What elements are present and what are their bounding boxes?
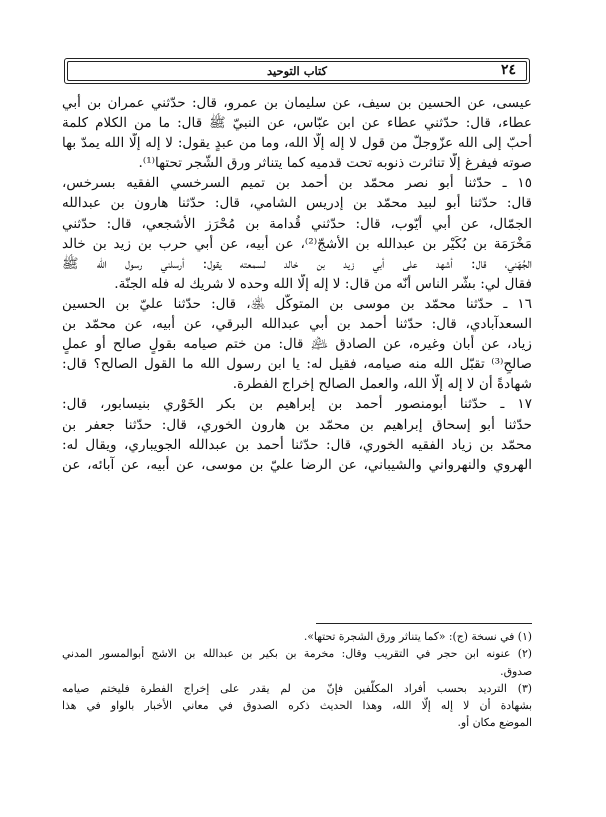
text-line: محمّد بن زياد الفقيه الخوري، قال: حدّثنا أحمد بن عبدالله الجويباري، ويقال له: bbox=[62, 436, 532, 453]
book-title: كتاب التوحيد bbox=[266, 64, 327, 78]
text-line: عطاء، قال: حدّثني عطاء عن ابن عبّاس، عن النبيّ ﷺ قال: ما من الكلام كلمة bbox=[62, 115, 532, 132]
footnote-3-end: الموضع مكان أو. bbox=[457, 716, 532, 730]
text-line: أحبّ إلى الله عزّوجلّ من قول لا إله إلّا الله، وما من عبدٍ يقول: لا إله إلّا الله يمدّ بها bbox=[62, 135, 532, 152]
text-line: الجمّال، عن أبي أيّوب، قال: حدّثني قُدامة بن مُحْرَز الأشجعي، قال: حدّثني bbox=[62, 215, 532, 232]
page-number: ٢٤ bbox=[500, 62, 516, 78]
hadith-16-start: ١٦ ـ حدّثنا محمّد بن موسى بن المتوكّل ﵁، قال: حدّثنا عليّ بن الحسين bbox=[62, 295, 532, 312]
footnote-3: (٣) الترديد بحسب أفراد المكلّفين فإنّ من لم يقدر على إخراج الفطرة فليختم صيامه bbox=[62, 681, 532, 695]
text-line: حدّثنا أبو إسحاق إبراهيم بن محمّد بن هارون الخوري، قال: حدّثنا جعفر بن bbox=[62, 416, 532, 433]
footnotes bbox=[62, 628, 532, 732]
hadith-15-start: ١٥ ـ حدّثنا أبو نصر محمّد بن أحمد بن تميم السرخسي الفقيه بسرخس، bbox=[62, 175, 532, 192]
footnote-divider bbox=[316, 623, 532, 624]
footnote-2: (٢) عنونه ابن حجر في التقريب وقال: مخرمة بن بكير بن عبدالله بن الاشج أبوالمسور المدني bbox=[62, 647, 532, 661]
page-header bbox=[64, 58, 530, 84]
text-line: صوته فيفرغ إلّا تناثرت ذنوبه تحت قدميه كما يتناثر ورق الشّجر تحتها⁽¹⁾. bbox=[138, 155, 532, 172]
footnote-3-cont: بشهادة أن لا إله إلّا الله، وهذا الحديث ذكره الصدوق في معاني الأخبار بالواو في هذا bbox=[62, 699, 532, 713]
hadith-17-start: ١٧ ـ حدّثنا أبومنصور أحمد بن إبراهيم بن بكر الخَوْري بنيسابور، قال: bbox=[62, 396, 532, 413]
text-line: الجُهَني، قال: أشهد على أبي زيد بن خالد لسمعته يقول: أرسلني رسول الله ﷺ bbox=[62, 255, 532, 272]
footnote-2-cont: صدوق. bbox=[500, 664, 532, 678]
text-line: قال: حدّثنا أبو لبيد محمّد بن إدريس الشامي، قال: حدّثنا هارون بن عبدالله bbox=[62, 195, 532, 212]
text-line: فقال لي: بشّر الناس أنّه من قال: لا إله إلّا الله وحده لا شريك له فله الجنّة. bbox=[114, 275, 532, 292]
footnote-1: (١) في نسخة (ج): «كما يتناثر ورق الشجرة تحتها». bbox=[303, 630, 532, 643]
text-line: صالحٍ⁽³⁾ تقبّل الله منه صيامه، فقيل له: يا ابن رسول الله ما القول الصالح؟ قال: bbox=[62, 356, 532, 373]
text-line: مَخْرَمَة بن بُكَيْر بن عبدالله بن الأشجّ⁽²⁾، عن أبيه، عن أبي حرب بن زيد بن خالد bbox=[62, 235, 532, 252]
text-line: عيسى، عن الحسين بن سيف، عن سليمان بن عمرو، قال: حدّثني عمران بن أبي bbox=[62, 95, 532, 111]
text-line: شهادةً أن لا إله إلّا الله، والعمل الصالح إخراج الفطرة. bbox=[232, 376, 532, 393]
text-line: زياد، عن أبان وغيره، عن الصادق ﵇ قال: من ختم صيامه بقولٍ صالح أو عملٍ bbox=[62, 336, 532, 353]
main-text bbox=[62, 93, 532, 475]
text-line: الهروي والنهرواني والشيباني، عن الرضا عليّ بن موسى، عن أبيه، عن آبائه، عن bbox=[62, 456, 532, 473]
text-line: السعدآبادي، قال: حدّثنا أحمد بن أبي عبدالله البرقي، عن أبيه، عن محمّد بن bbox=[62, 316, 532, 333]
